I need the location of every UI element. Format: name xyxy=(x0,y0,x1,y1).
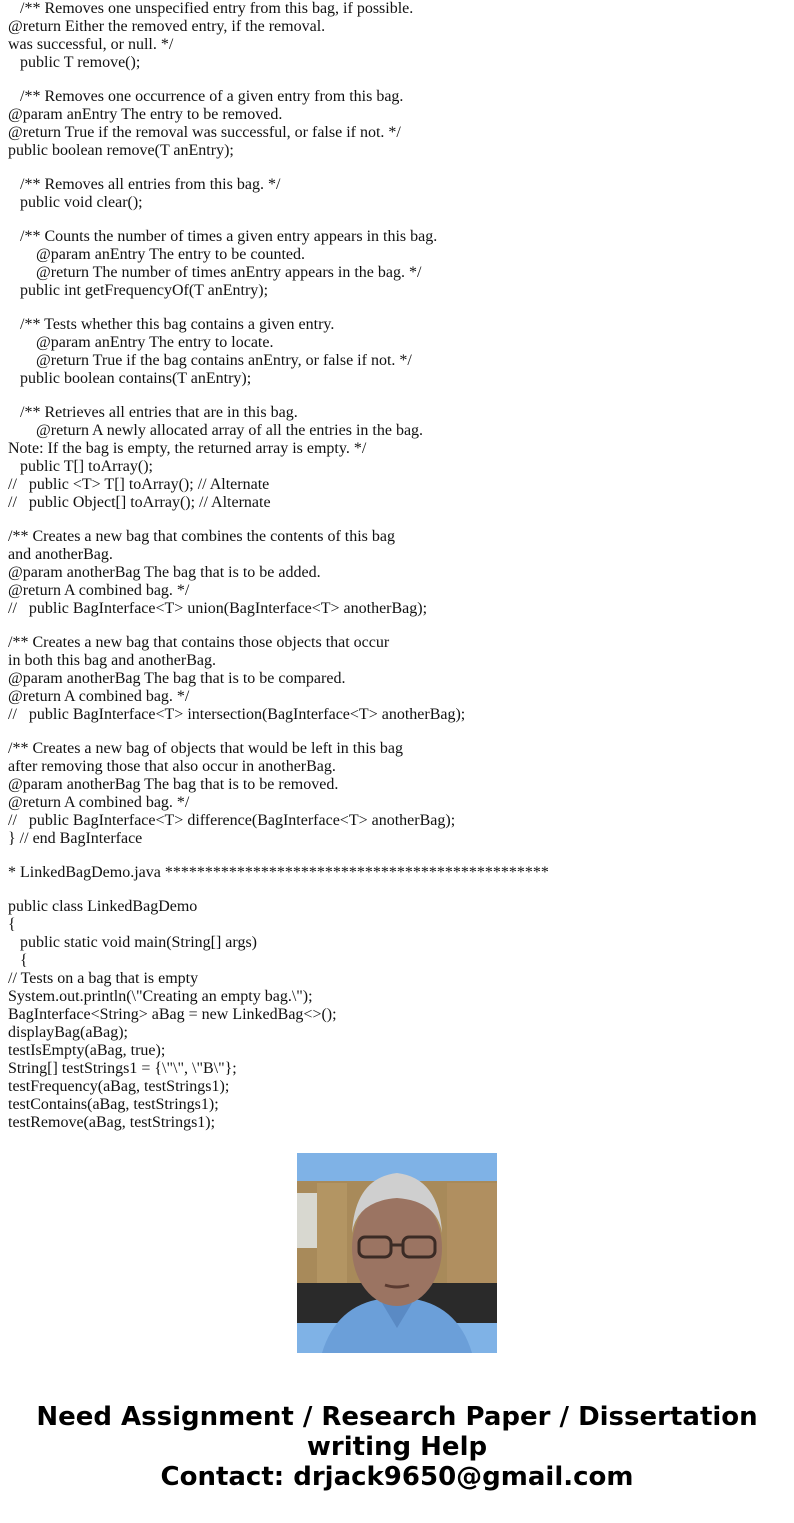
code-line: testFrequency(aBag, testStrings1); xyxy=(8,1078,230,1095)
code-line xyxy=(8,512,788,528)
code-line: @return A combined bag. */ xyxy=(8,688,190,705)
code-line: /** Creates a new bag of objects that would be left in this bag xyxy=(8,740,404,757)
code-line xyxy=(8,848,788,864)
code-line: // Tests on a bag that is empty xyxy=(8,970,199,987)
code-line: @param anotherBag The bag that is to be added. xyxy=(8,564,321,581)
code-line: public boolean contains(T anEntry); xyxy=(8,370,252,387)
code-line: public static void main(String[] args) xyxy=(8,934,257,951)
code-line: // public <T> T[] toArray(); // Alternate xyxy=(8,476,270,493)
code-line: { xyxy=(8,952,28,969)
code-line: @param anotherBag The bag that is to be compared. xyxy=(8,670,346,687)
code-line: @param anotherBag The bag that is to be removed. xyxy=(8,776,339,793)
code-line: { xyxy=(8,916,16,933)
code-line xyxy=(8,300,788,316)
banner-line-help: writing Help xyxy=(306,1432,488,1462)
code-line xyxy=(8,724,788,740)
code-line: @return A combined bag. */ xyxy=(8,582,190,599)
banner-line-services: Need Assignment / Research Paper / Dissertation xyxy=(36,1402,758,1432)
code-line xyxy=(8,212,788,228)
contact-banner xyxy=(0,1402,794,1492)
code-line: // public Object[] toArray(); // Alternate xyxy=(8,494,271,511)
code-line: Note: If the bag is empty, the returned array is empty. */ xyxy=(8,440,367,457)
code-line: // public BagInterface<T> difference(BagInterface<T> anotherBag); xyxy=(8,812,456,829)
code-line: @return Either the removed entry, if the removal. xyxy=(8,18,326,35)
code-line: and anotherBag. xyxy=(8,546,113,563)
code-line: public boolean remove(T anEntry); xyxy=(8,142,234,159)
code-line: * LinkedBagDemo.java ************************************************ xyxy=(8,864,549,881)
code-line: in both this bag and anotherBag. xyxy=(8,652,216,669)
code-line xyxy=(8,882,788,898)
avatar-portrait-icon xyxy=(297,1153,497,1353)
author-avatar xyxy=(297,1153,497,1353)
code-line: public void clear(); xyxy=(8,194,143,211)
code-line: @param anEntry The entry to locate. xyxy=(8,334,274,351)
code-line: public T remove(); xyxy=(8,54,141,71)
code-line: System.out.println(\"Creating an empty bag.\"); xyxy=(8,988,313,1005)
code-line: /** Removes one unspecified entry from this bag, if possible. xyxy=(8,0,414,17)
code-line xyxy=(8,618,788,634)
code-line: // public BagInterface<T> union(BagInterface<T> anotherBag); xyxy=(8,600,428,617)
code-line: testIsEmpty(aBag, true); xyxy=(8,1042,166,1059)
code-line: testRemove(aBag, testStrings1); xyxy=(8,1114,216,1131)
banner-line-contact: Contact: drjack9650@gmail.com xyxy=(160,1462,634,1492)
code-line: /** Removes one occurrence of a given entry from this bag. xyxy=(8,88,404,105)
code-line: String[] testStrings1 = {\"\", \"B\"}; xyxy=(8,1060,237,1077)
code-line: @return A combined bag. */ xyxy=(8,794,190,811)
code-line: displayBag(aBag); xyxy=(8,1024,128,1041)
code-line: after removing those that also occur in anotherBag. xyxy=(8,758,336,775)
code-line: testContains(aBag, testStrings1); xyxy=(8,1096,219,1113)
code-line: BagInterface<String> aBag = new LinkedBag<>(); xyxy=(8,1006,337,1023)
code-line: public int getFrequencyOf(T anEntry); xyxy=(8,282,269,299)
code-line: public T[] toArray(); xyxy=(8,458,153,475)
code-line: @return A newly allocated array of all the entries in the bag. xyxy=(8,422,424,439)
code-line: @param anEntry The entry to be removed. xyxy=(8,106,283,123)
code-line: public class LinkedBagDemo xyxy=(8,898,198,915)
code-line: @return The number of times anEntry appears in the bag. */ xyxy=(8,264,422,281)
code-line: /** Creates a new bag that contains those objects that occur xyxy=(8,634,390,651)
code-line xyxy=(8,160,788,176)
code-line: /** Retrieves all entries that are in this bag. xyxy=(8,404,298,421)
code-line: // public BagInterface<T> intersection(BagInterface<T> anotherBag); xyxy=(8,706,466,723)
code-line: /** Removes all entries from this bag. */ xyxy=(8,176,281,193)
code-line xyxy=(8,72,788,88)
code-line: /** Tests whether this bag contains a given entry. xyxy=(8,316,335,333)
code-line: /** Creates a new bag that combines the contents of this bag xyxy=(8,528,396,545)
code-line: @param anEntry The entry to be counted. xyxy=(8,246,306,263)
code-line: @return True if the removal was successful, or false if not. */ xyxy=(8,124,401,141)
code-listing xyxy=(8,0,788,1131)
code-line: was successful, or null. */ xyxy=(8,36,174,53)
code-line: @return True if the bag contains anEntry, or false if not. */ xyxy=(8,352,412,369)
code-line xyxy=(8,388,788,404)
code-line: /** Counts the number of times a given entry appears in this bag. xyxy=(8,228,438,245)
code-line: } // end BagInterface xyxy=(8,830,143,847)
